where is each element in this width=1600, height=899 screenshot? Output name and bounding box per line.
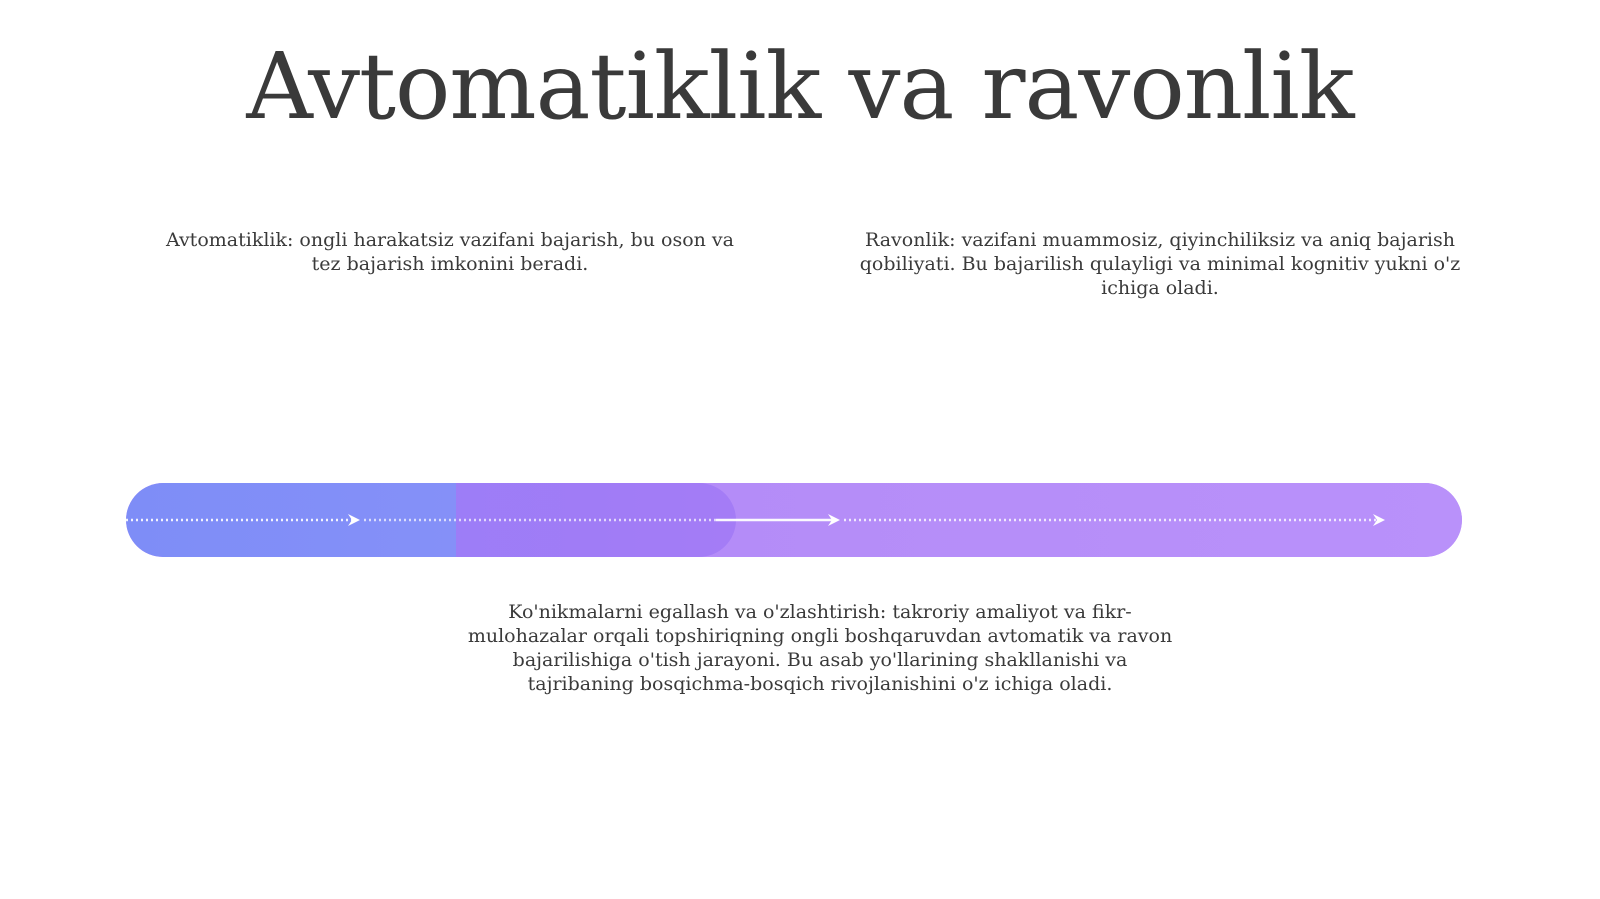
fluency-text: Ravonlik: vazifani muammosiz, qiyinchiliksiz va aniq bajarish qobiliyati. Bu bajarilish qulayligi va minimal kognitiv yukni o'z ichiga oladi.	[859, 229, 1461, 299]
arrow-right-icon	[348, 514, 360, 526]
page-title: Avtomatiklik va ravonlik	[246, 33, 1354, 140]
acquisition-text: Ko'nikmalarni egallash va o'zlashtirish: takroriy amaliyot va fikr-mulohazalar orqali topshiriqning ongli boshqaruvdan avtomatik va ravon bajarilishiga o'tish jarayoni. Bu asab yo'llarining shakllanishi va tajribaning bosqichma-bosqich rivojlanishini o'z ichiga oladi.	[467, 601, 1173, 695]
timeline-arrows	[126, 483, 1462, 557]
timeline-bar	[126, 483, 1462, 557]
automaticity-text: Avtomatiklik: ongli harakatsiz vazifani bajarish, bu oson va tez bajarish imkonini beradi.	[166, 229, 734, 275]
